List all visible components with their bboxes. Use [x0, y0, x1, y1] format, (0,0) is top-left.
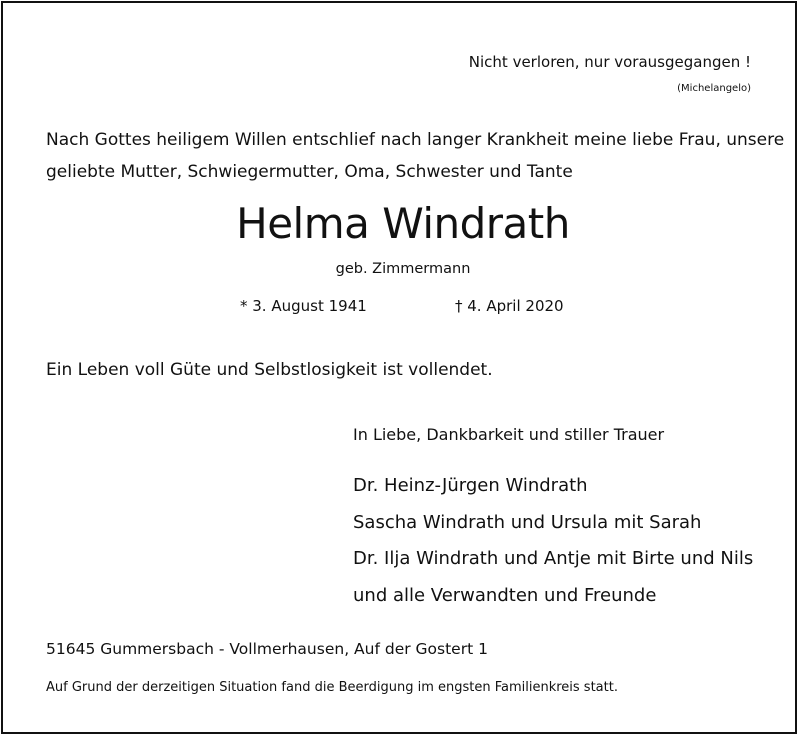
intro-line: geliebte Mutter, Schwiegermutter, Oma, Schwester und Tante [46, 162, 573, 182]
birth-name: geb. Zimmermann [335, 261, 471, 277]
intro-text [46, 124, 784, 188]
mourner: Dr. Heinz-Jürgen Windrath [353, 475, 588, 496]
motto: Nicht verloren, nur vorausgegangen ! [468, 53, 751, 71]
intro-line: Nach Gottes heiligem Willen entschlief nach langer Krankheit meine liebe Frau, unsere [46, 130, 785, 150]
notice: Auf Grund der derzeitigen Situation fand die Beerdigung im engsten Familienkreis statt. [46, 680, 618, 695]
mourners-intro: In Liebe, Dankbarkeit und stiller Trauer [353, 425, 665, 444]
mourner: und alle Verwandten und Freunde [353, 584, 657, 606]
death-date: † 4. April 2020 [455, 297, 564, 315]
mourners-list [353, 468, 753, 614]
address: 51645 Gummersbach - Vollmerhausen, Auf der Gostert 1 [46, 640, 488, 658]
obituary-frame [1, 1, 797, 734]
birth-date: * 3. August 1941 [240, 297, 367, 315]
deceased-name: Helma Windrath [236, 199, 570, 248]
mourner: Sascha Windrath und Ursula mit Sarah [353, 511, 702, 533]
motto-source: (Michelangelo) [677, 83, 751, 94]
mourner: Dr. Ilja Windrath und Antje mit Birte und Nils [353, 548, 754, 569]
verse: Ein Leben voll Güte und Selbstlosigkeit ist vollendet. [46, 360, 493, 380]
